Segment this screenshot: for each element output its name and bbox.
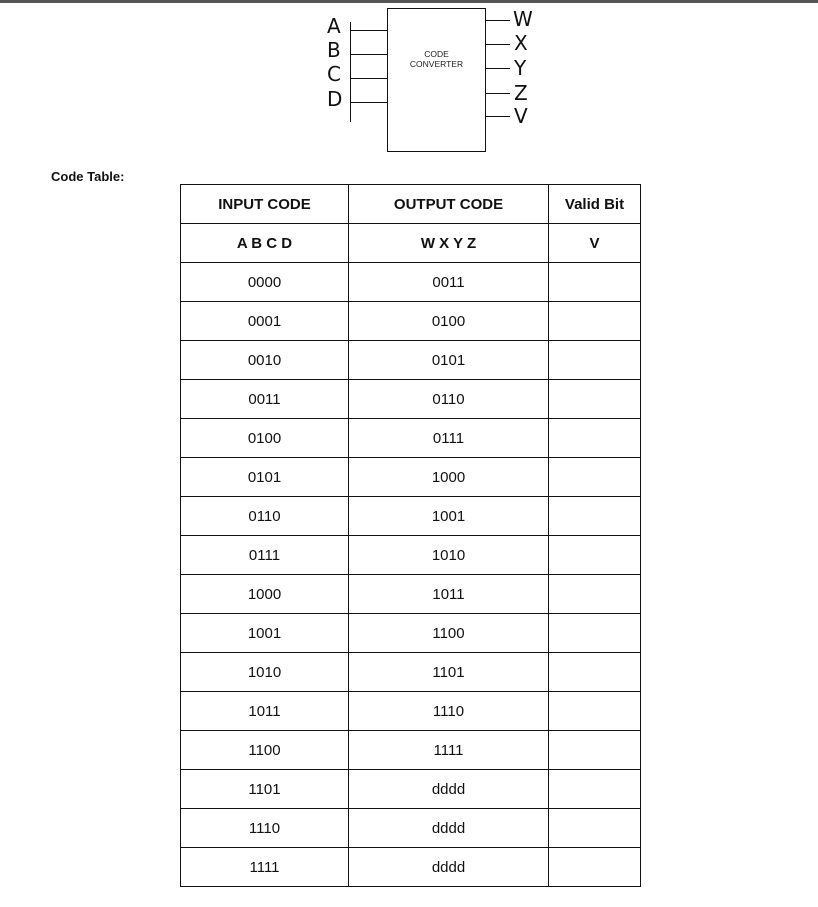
input-label-a: A: [327, 14, 341, 38]
valid-bit-cell: [549, 809, 641, 848]
box-label-line1: CODE: [424, 49, 449, 59]
table-row: [181, 614, 641, 653]
output-code-cell: 1001: [349, 497, 549, 536]
output-wire-y: [486, 68, 510, 69]
valid-bit-cell: [549, 497, 641, 536]
table-row: [181, 419, 641, 458]
subheader-input-bits: A B C D: [181, 224, 349, 263]
output-wire-x: [486, 44, 510, 45]
input-wire-d: [351, 102, 387, 103]
valid-bit-cell: [549, 692, 641, 731]
input-code-cell: 0110: [181, 497, 349, 536]
output-code-cell: 1110: [349, 692, 549, 731]
output-label-w: W: [513, 7, 533, 31]
valid-bit-cell: [549, 263, 641, 302]
input-code-cell: 1110: [181, 809, 349, 848]
input-vertical-line: [350, 22, 351, 122]
output-code-cell: dddd: [349, 809, 549, 848]
output-code-cell: 1000: [349, 458, 549, 497]
input-code-cell: 1100: [181, 731, 349, 770]
table-row: [181, 770, 641, 809]
header-valid-bit: Valid Bit: [549, 185, 641, 224]
header-output-code: OUTPUT CODE: [349, 185, 549, 224]
valid-bit-cell: [549, 614, 641, 653]
input-wire-a: [351, 30, 387, 31]
input-code-cell: 0001: [181, 302, 349, 341]
header-row: [181, 185, 641, 224]
input-code-cell: 1111: [181, 848, 349, 887]
input-code-cell: 0100: [181, 419, 349, 458]
valid-bit-cell: [549, 380, 641, 419]
valid-bit-cell: [549, 575, 641, 614]
output-label-x: X: [514, 31, 528, 55]
input-label-d: D: [327, 87, 343, 111]
input-code-cell: 0011: [181, 380, 349, 419]
code-table-caption: Code Table:: [51, 169, 125, 184]
table-row: [181, 692, 641, 731]
output-label-z: Z: [514, 81, 528, 105]
output-code-cell: 0100: [349, 302, 549, 341]
output-code-cell: 0110: [349, 380, 549, 419]
subheader-row: [181, 224, 641, 263]
input-code-cell: 0010: [181, 341, 349, 380]
valid-bit-cell: [549, 731, 641, 770]
converter-box: [387, 8, 486, 152]
table-row: [181, 848, 641, 887]
valid-bit-cell: [549, 848, 641, 887]
valid-bit-cell: [549, 653, 641, 692]
output-code-cell: 1011: [349, 575, 549, 614]
table-row: [181, 263, 641, 302]
output-wire-w: [486, 20, 510, 21]
input-label-b: B: [327, 38, 341, 62]
table-row: [181, 809, 641, 848]
subheader-output-bits: W X Y Z: [349, 224, 549, 263]
valid-bit-cell: [549, 302, 641, 341]
input-wire-b: [351, 54, 387, 55]
output-code-cell: 1010: [349, 536, 549, 575]
table-row: [181, 458, 641, 497]
top-border: [0, 0, 818, 3]
output-code-cell: 0101: [349, 341, 549, 380]
code-table: [180, 184, 641, 887]
input-code-cell: 0101: [181, 458, 349, 497]
valid-bit-cell: [549, 419, 641, 458]
output-wire-v: [486, 116, 510, 117]
input-wire-c: [351, 78, 387, 79]
input-code-cell: 1010: [181, 653, 349, 692]
output-code-cell: dddd: [349, 848, 549, 887]
table-row: [181, 497, 641, 536]
input-label-c: C: [327, 62, 341, 86]
table-row: [181, 731, 641, 770]
table-row: [181, 653, 641, 692]
table-row: [181, 536, 641, 575]
header-input-code: INPUT CODE: [181, 185, 349, 224]
input-code-cell: 1101: [181, 770, 349, 809]
converter-box-title: [388, 49, 485, 69]
input-code-cell: 1011: [181, 692, 349, 731]
box-label-line2: CONVERTER: [409, 59, 464, 69]
valid-bit-cell: [549, 341, 641, 380]
output-label-y: Y: [514, 56, 527, 80]
input-code-cell: 0111: [181, 536, 349, 575]
output-label-v: V: [514, 104, 528, 128]
valid-bit-cell: [549, 458, 641, 497]
input-code-cell: 1001: [181, 614, 349, 653]
table-row: [181, 380, 641, 419]
table-row: [181, 341, 641, 380]
table-row: [181, 575, 641, 614]
output-code-cell: dddd: [349, 770, 549, 809]
input-code-cell: 0000: [181, 263, 349, 302]
code-converter-diagram: [320, 4, 560, 154]
output-code-cell: 1101: [349, 653, 549, 692]
subheader-valid: V: [549, 224, 641, 263]
output-code-cell: 0111: [349, 419, 549, 458]
output-code-cell: 1111: [349, 731, 549, 770]
input-code-cell: 1000: [181, 575, 349, 614]
valid-bit-cell: [549, 536, 641, 575]
output-code-cell: 0011: [349, 263, 549, 302]
table-body: [181, 263, 641, 887]
output-wire-z: [486, 93, 510, 94]
valid-bit-cell: [549, 770, 641, 809]
output-code-cell: 1100: [349, 614, 549, 653]
table-row: [181, 302, 641, 341]
